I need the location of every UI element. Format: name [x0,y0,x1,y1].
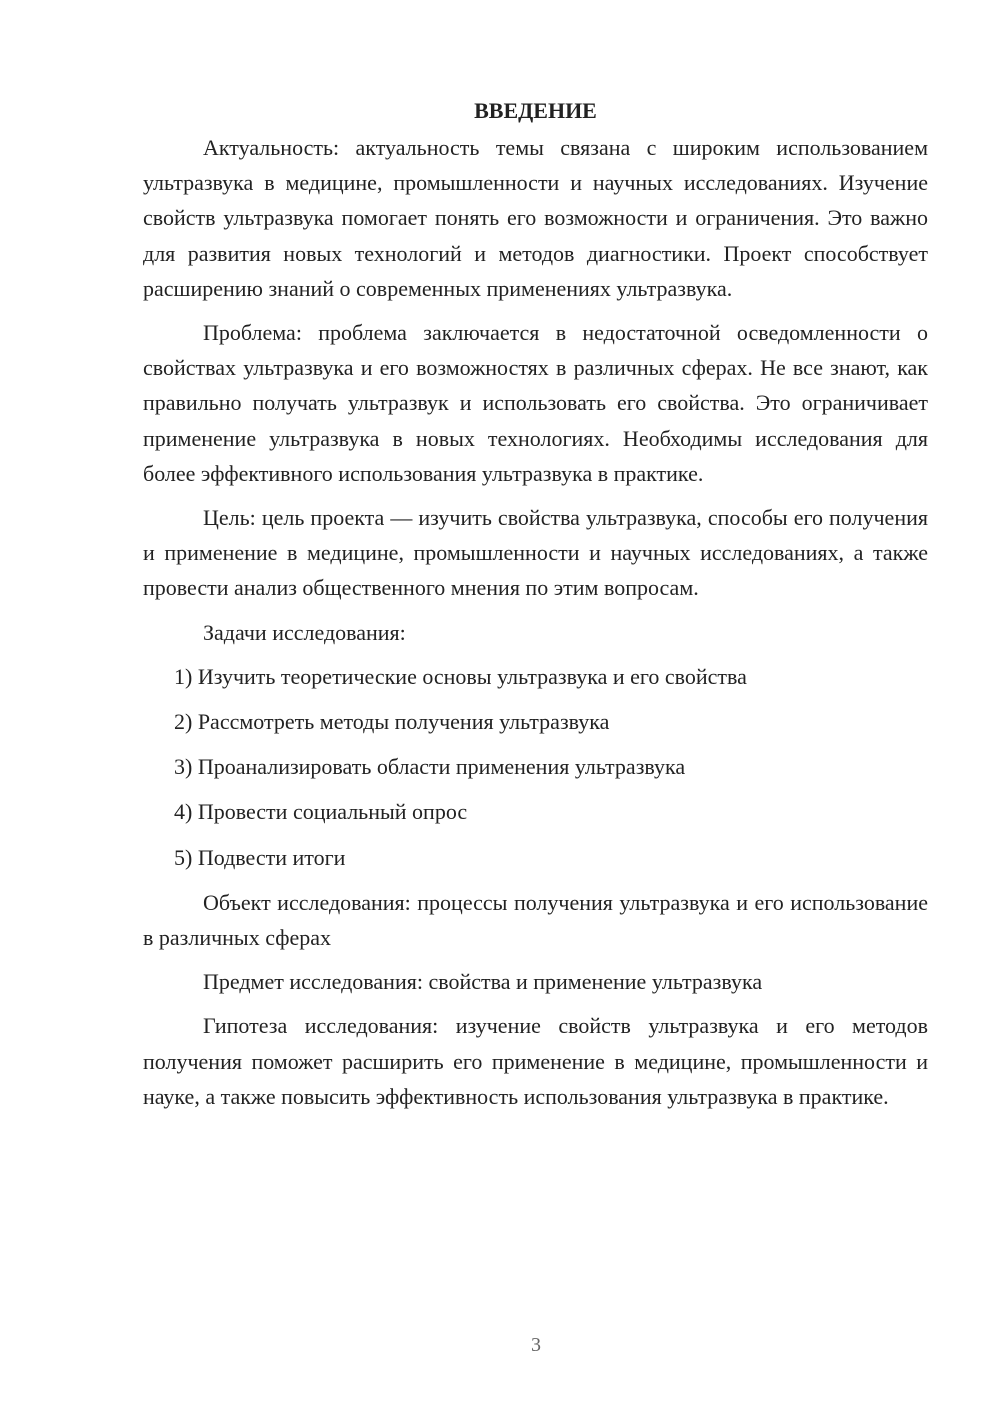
task-item-1: 1) Изучить теоретические основы ультразвука и его свойства [174,663,747,689]
page-content [143,93,928,1123]
task-item-2: 2) Рассмотреть методы получения ультразвука [174,709,610,735]
paragraph-subject: Предмет исследования: свойства и применение ультразвука [203,969,763,995]
task-item-4: 4) Провести социальный опрос [174,799,468,825]
paragraph-hypothesis: Гипотеза исследования: изучение свойств ультразвука и его методов получения поможет расширить его применение в медицине, промышленности и науке, а также повысить эффективность использования ультразвука в практике. [143,1013,928,1109]
tasks-list [143,659,928,875]
paragraph-goal: Цель: цель проекта — изучить свойства ультразвука, способы его получения и применение в медицине, промышленности и научных исследованиях, а также провести анализ общественного мнения по этим вопросам. [143,505,928,601]
tasks-heading: Задачи исследования: [203,619,406,645]
paragraph-relevance: Актуальность: актуальность темы связана с широким использованием ультразвука в медицине, промышленности и научных исследованиях. Изучение свойств ультразвука помогает понять его возможности и ограничения. Это важно для развития новых технологий и методов диагностики. Проект способствует расширению знаний о современных применениях ультразвука. [143,135,928,301]
paragraph-object: Объект исследования: процессы получения ультразвука и его использование в различных сферах [143,889,928,951]
paragraph-problem: Проблема: проблема заключается в недостаточной осведомленности о свойствах ультразвука и его возможностях в различных сферах. Не все знают, как правильно получать ультразвук и использовать его свойства. Это ограничивает применение ультразвука в новых технологиях. Необходимы исследования для более эффективного использования ультразвука в практике. [143,320,928,486]
page-number: 3 [531,1334,541,1356]
page-title: ВВЕДЕНИЕ [474,98,597,123]
task-item-3: 3) Проанализировать области применения ультразвука [174,754,686,780]
task-item-5: 5) Подвести итоги [174,844,346,870]
